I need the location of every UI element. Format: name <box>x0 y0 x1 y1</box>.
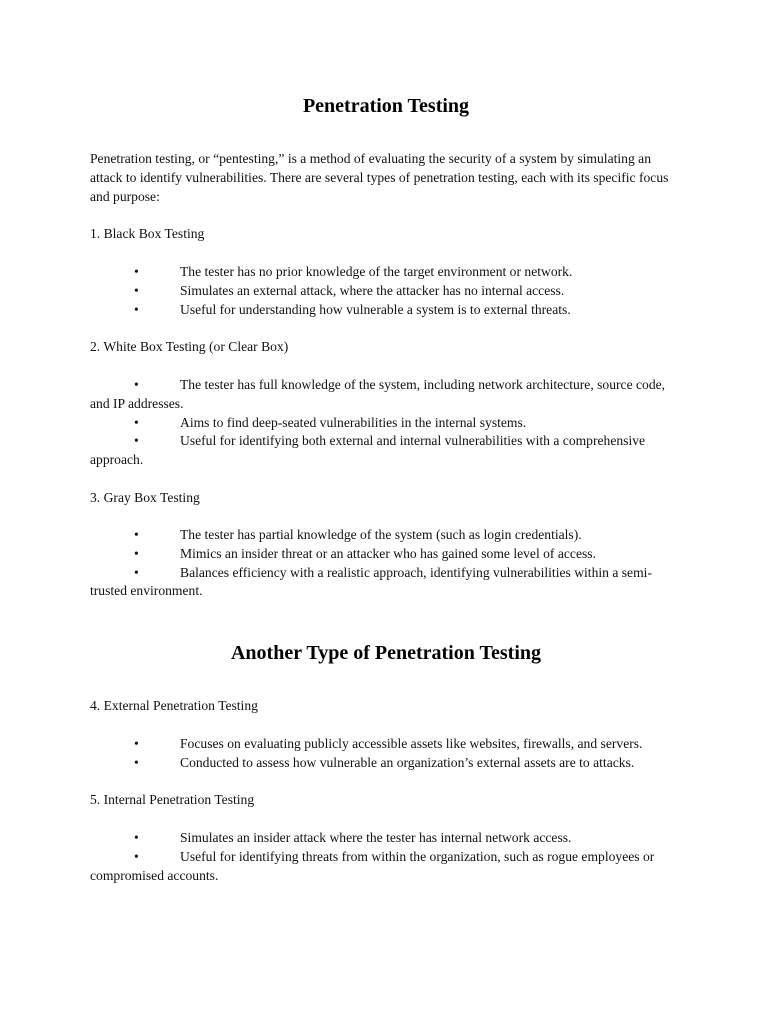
section-item-3 <box>90 489 682 508</box>
bullet-text: Conducted to assess how vulnerable an organization’s external assets are to attacks. <box>180 754 635 770</box>
list-item <box>90 282 682 301</box>
bullet-text: Simulates an external attack, where the attacker has no internal access. <box>180 282 565 298</box>
bullet-list-2 <box>90 376 682 470</box>
bullet-icon: • <box>134 527 139 542</box>
intro-paragraph: Penetration testing, or “pentesting,” is a method of evaluating the security of a system by simulating an attack to identify vulnerabilities. There are several types of penetration testing, each with its specific focus and purpose: <box>90 151 669 204</box>
bullet-text: Useful for identifying both external and internal vulnerabilities with a comprehensive approach. <box>90 433 646 468</box>
list-item <box>90 301 682 320</box>
bullet-text: Balances efficiency with a realistic approach, identifying vulnerabilities within a semi-trusted environment. <box>90 564 652 599</box>
bullet-text: Mimics an insider threat or an attacker who has gained some level of access. <box>180 545 596 561</box>
section-item-5 <box>90 791 682 810</box>
bullet-list-4 <box>90 735 682 773</box>
bullet-icon: • <box>134 830 139 845</box>
list-item <box>90 263 682 282</box>
bullet-list-3 <box>90 526 682 601</box>
bullet-text: The tester has full knowledge of the system, including network architecture, source code, and IP addresses. <box>90 377 666 411</box>
bullet-text: The tester has partial knowledge of the system (such as login credentials). <box>180 527 582 542</box>
section-item-4 <box>90 697 682 716</box>
list-item <box>90 432 682 470</box>
bullet-icon: • <box>134 564 139 580</box>
bullet-text: Useful for identifying threats from within the organization, such as rogue employees or compromised accounts. <box>90 848 655 883</box>
section-item-1 <box>90 225 682 244</box>
item-heading: 4. External Penetration Testing <box>90 698 258 713</box>
bullet-icon: • <box>134 414 139 430</box>
bullet-text: Simulates an insider attack where the tester has internal network access. <box>180 830 572 845</box>
list-item <box>90 829 682 848</box>
bullet-list-5 <box>90 829 682 885</box>
list-item <box>90 735 682 754</box>
bullet-icon: • <box>134 545 139 561</box>
item-heading: 1. Black Box Testing <box>90 226 205 241</box>
bullet-icon: • <box>134 848 139 864</box>
list-item <box>90 376 682 414</box>
intro-block <box>90 150 682 206</box>
list-item <box>90 564 682 602</box>
section-item-2 <box>90 338 682 357</box>
list-item <box>90 414 682 433</box>
bullet-icon: • <box>134 264 139 279</box>
item-heading: 2. White Box Testing (or Clear Box) <box>90 339 289 354</box>
bullet-icon: • <box>134 301 139 317</box>
bullet-text: The tester has no prior knowledge of the target environment or network. <box>180 264 573 279</box>
bullet-text: Useful for understanding how vulnerable a system is to external threats. <box>180 301 571 317</box>
list-item <box>90 545 682 564</box>
bullet-icon: • <box>134 282 139 298</box>
bullet-icon: • <box>134 736 139 751</box>
list-item <box>90 848 682 886</box>
bullet-list-1 <box>90 263 682 319</box>
list-item <box>90 754 682 773</box>
bullet-text: Focuses on evaluating publicly accessible assets like websites, firewalls, and servers. <box>180 736 643 751</box>
bullet-icon: • <box>134 433 139 449</box>
item-heading: 5. Internal Penetration Testing <box>90 792 255 807</box>
document-title: Penetration Testing <box>302 95 470 117</box>
bullet-text: Aims to find deep-seated vulnerabilities in the internal systems. <box>180 414 527 430</box>
list-item <box>90 526 682 545</box>
section-title: Another Type of Penetration Testing <box>230 642 541 664</box>
bullet-icon: • <box>134 377 139 392</box>
bullet-icon: • <box>134 754 139 770</box>
item-heading: 3. Gray Box Testing <box>90 490 200 505</box>
